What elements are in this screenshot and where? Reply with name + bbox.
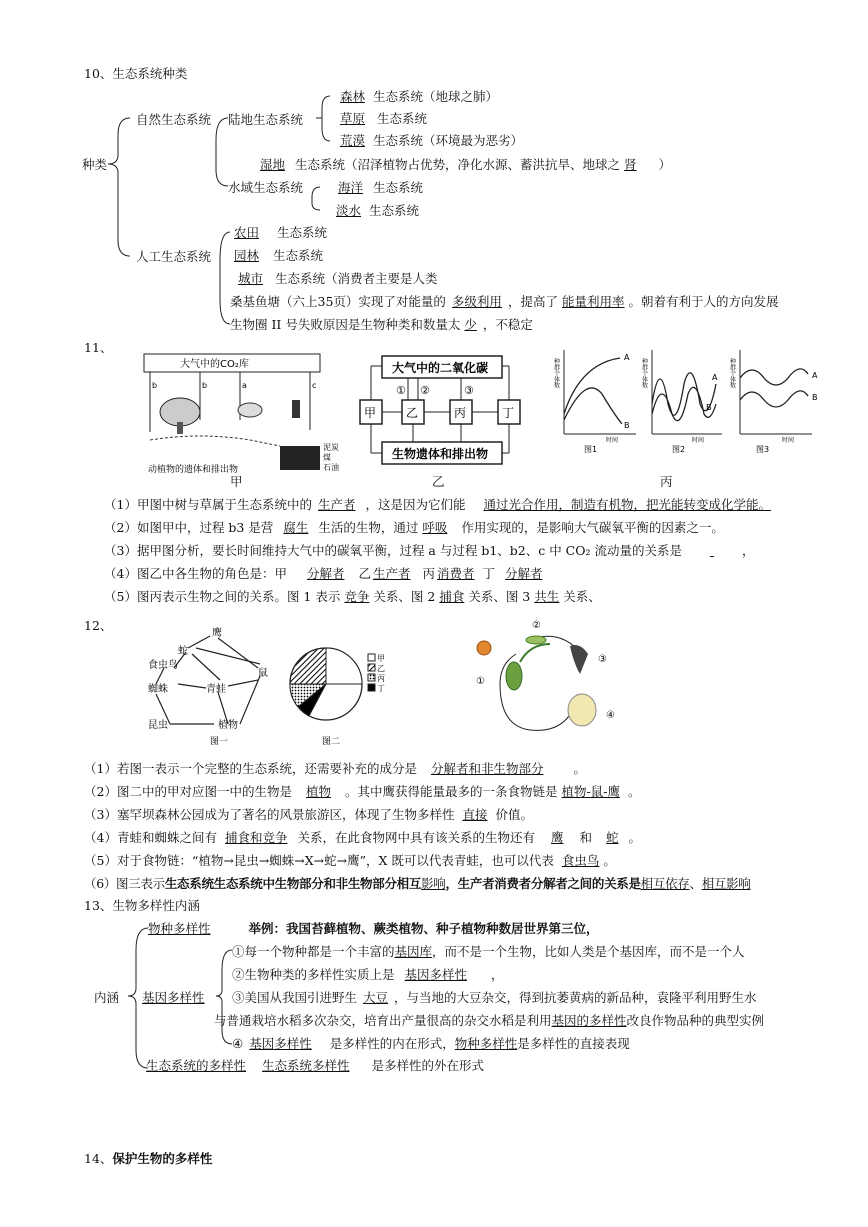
graph1-series-b: B (624, 421, 630, 430)
q12-l4-end: 。 (628, 830, 642, 845)
svg-text:b: b (152, 381, 158, 390)
q11-number: 11、 (84, 340, 113, 355)
q10-water: 水域生态系统 (228, 180, 304, 195)
answer-external-form: 生态系统多样性 (262, 1058, 350, 1073)
species-diversity: 物种多样性 (148, 921, 211, 936)
graph1-xlabel: 时间 (606, 437, 619, 444)
answer-grassland: 草原 (340, 111, 366, 126)
answer-desert: 荒漠 (340, 133, 366, 148)
q10-ocean-suffix: 生态系统 (373, 180, 424, 195)
answer-bing-role: 消费者 (437, 566, 475, 581)
q13-g4-pre: ④ (232, 1036, 244, 1051)
answer-direct-expression: 物种多样性 (454, 1036, 518, 1051)
q12-l5-end: 。 (603, 853, 616, 868)
q11-l5-m2: 关系、图 3 (468, 589, 531, 604)
q10-mulberry-end: 。朝着有利于人的方向发展 (628, 294, 779, 309)
q12-l2-mid: 。其中鹰获得能量最多的一条食物链是 (344, 784, 558, 799)
answer-food-chain: 植物-鼠-鹰 (561, 784, 620, 799)
q12-l1-end: 。 (573, 761, 586, 776)
answer-predation: 捕食 (439, 589, 465, 604)
q14-number: 14、 (84, 1151, 113, 1166)
answer-wetland: 湿地 (260, 157, 286, 172)
graph3-ylabel: 种群个体数 (728, 358, 736, 388)
cycle-1: ① (476, 676, 485, 687)
answer-forest: 森林 (340, 89, 366, 104)
q10-farmland-suffix: 生态系统 (277, 225, 328, 240)
q11-l5-pre: （5）图丙表示生物之间的关系。图 1 表示 (104, 589, 341, 604)
q10-forest-suffix: 生态系统（地球之肺） (373, 89, 499, 104)
legend-jia: 甲 (377, 654, 385, 663)
q13-g4-line (232, 1036, 630, 1052)
answer-efficiency: 能量利用率 (561, 294, 625, 309)
q13-g1-line (232, 944, 745, 960)
q11-l2-end: 作用实现的，是影响大气碳氧平衡的因素之一。 (461, 520, 724, 535)
q13-g3-line (232, 990, 757, 1006)
q10-mulberry-pre: 桑基鱼塘（六上35页）实现了对能量的 (230, 294, 446, 309)
answer-yi-role: 生产者 (372, 566, 411, 581)
yi-circ-2: ② (420, 384, 430, 397)
yi-node-ding: 丁 (502, 406, 515, 420)
q13-g1-end: ，而不是一个生物，比如人类是个基因库，而不是一个人 (432, 944, 745, 959)
web-frog: 青蛙 (206, 684, 226, 695)
graph1-series-a: A (624, 353, 630, 362)
legend-ding: 丁 (377, 684, 385, 693)
q14-heading: 保护生物的多样性 (112, 1151, 213, 1166)
jia-coal-label: 煤 (323, 453, 331, 462)
q11-l3-end: ， (741, 543, 755, 558)
q12-l6-sep: 、 (689, 876, 702, 891)
q12-l1-pre: （1）若图一表示一个完整的生态系统，还需要补充的成分是 (84, 761, 417, 776)
q12-l6-pre: （6）图三表示 (84, 876, 165, 891)
answer-snake: 蛇 (606, 830, 619, 845)
graph2-series-a: A (712, 373, 718, 382)
graph1-caption: 图1 (584, 445, 598, 454)
q12-l3-end: 价值。 (495, 807, 533, 822)
answer-missing-components: 分解者和非生物部分 (430, 761, 544, 776)
graph2-series-b: B (706, 403, 712, 412)
q13-eco-line (146, 1058, 484, 1074)
q13-title: 13、生物多样性内涵 (84, 898, 200, 913)
answer-insectivorous-bird: 食虫鸟 (561, 853, 600, 868)
web-plant: 植物 (218, 720, 238, 731)
q13-eco-end: 是多样性的外在形式 (371, 1058, 485, 1073)
q12-l4-mid: 关系，在此食物网中具有该关系的生物还有 (297, 830, 535, 845)
q10-land: 陆地生态系统 (228, 112, 304, 127)
q11-l2-mid: 生活的生物，通过 (318, 520, 419, 535)
q13-species-line (148, 921, 599, 937)
jia-co2-label: 大气中的CO₂库 (180, 359, 249, 370)
q13-g3b-pre: 与普通栽培水稻多次杂交，培育出产量很高的杂交水稻是利用 (214, 1013, 552, 1028)
answer-ding-role: 分解者 (505, 566, 543, 581)
answer-kidney: 肾 (624, 157, 637, 172)
q10-biosphere-end: ，不稳定 (482, 317, 533, 332)
legend-bing: 丙 (377, 674, 385, 683)
q11-l5-end: 关系、 (563, 589, 601, 604)
yi-circ-3: ③ (464, 384, 474, 397)
q11-l4-pre: （4）图乙中各生物的角色是：甲 (104, 566, 287, 581)
q11-l3-pre: （3）据甲图分析，要长时间维持大气中的碳氧平衡，过程 a 与过程 b1、b2、c 中 CO₂ 流动量的关系是 (104, 543, 682, 558)
q10-title: 10、生态系统种类 (84, 66, 188, 81)
q12-l2-end: 。 (627, 784, 641, 799)
answer-few: 少 (464, 317, 477, 332)
q13-g4-mid: 是多样性的内在形式， (329, 1036, 455, 1051)
q12-l6-bold: 生态系统生态系统中生物部分和非生物部分相互 (164, 876, 422, 891)
q13-g1-pre: ①每一个物种都是一个丰富的 (232, 944, 395, 959)
q13-g3b-end: 改良作物品种的典型实例 (626, 1013, 765, 1028)
answer-ocean: 海洋 (338, 180, 364, 195)
q10-city-suffix: 生态系统（消费者主要是人类 (275, 271, 438, 286)
answer-mutual-influence: 影响 (421, 876, 446, 891)
q11-l4-m2: 丙 (422, 566, 435, 581)
graph2-xlabel: 时间 (692, 437, 705, 444)
q13-neihan: 内涵 (94, 990, 120, 1005)
graph3-caption: 图3 (756, 445, 770, 454)
cycle-2: ② (532, 620, 541, 631)
answer-soybean: 大豆 (363, 990, 389, 1005)
q10-artificial: 人工生态系统 (136, 249, 212, 264)
q11-l2-pre: （2）如图甲中，过程 b3 是营 (104, 520, 274, 535)
answer-producer: 生产者 (317, 497, 356, 512)
q12-l4-and: 和 (579, 830, 593, 845)
jia-remains-label: 动植物的遗体和排出物 (148, 465, 239, 475)
answer-predation-competition: 捕食和竞争 (224, 830, 288, 845)
q13-g3-end: ，与当地的大豆杂交，得到抗萎黄病的新品种，袁隆平利用野生水 (394, 990, 757, 1005)
answer-city: 城市 (238, 271, 264, 286)
q10-wetland-suffix: 生态系统（沼泽植物占优势，净化水源、蓄洪抗旱、地球之 (295, 157, 621, 172)
graph2-ylabel: 种群个体数 (640, 358, 648, 388)
answer-photosynthesis: 通过光合作用，制造有机物，把光能转变成化学能。 (483, 497, 772, 512)
answer-eagle: 鹰 (551, 830, 564, 845)
q11-l1-pre: （1）甲图中树与草属于生态系统中的 (104, 497, 312, 512)
q12-number: 12、 (84, 618, 113, 633)
answer-gene-diversity-use: 基因的多样性 (551, 1013, 627, 1028)
yi-circ-1: ① (396, 384, 406, 397)
graph3-series-b: B (812, 393, 818, 402)
answer-gene-diversity: 基因多样性 (404, 967, 468, 982)
q10-mulberry-mid: ，提高了 (507, 294, 558, 309)
answer-direct-value: 直接 (462, 807, 488, 822)
answer-jia-role: 分解者 (306, 566, 345, 581)
q11-label-bing: 丙 (660, 474, 673, 489)
q11-l1-mid: ，这是因为它们能 (365, 497, 466, 512)
answer-farmland: 农田 (234, 225, 260, 240)
web-mouse: 鼠 (258, 668, 268, 679)
q14-title (84, 1151, 212, 1167)
q12-l3-pre: （3）塞罕坝森林公园成为了著名的风景旅游区，体现了生物多样性 (84, 807, 455, 822)
q13-g2-pre: ②生物种类的多样性实质上是 (232, 967, 395, 982)
q10-wetland-end: ） (658, 157, 672, 172)
ecosystem-diversity: 生态系统的多样性 (146, 1058, 247, 1073)
fig2-caption: 图二 (322, 737, 341, 747)
q12-l4-pre: （4）青蛙和蜘蛛之间有 (84, 830, 217, 845)
cycle-3: ③ (598, 654, 607, 665)
answer-plant: 植物 (305, 784, 331, 799)
answer-freshwater: 淡水 (336, 203, 362, 218)
fig1-caption: 图一 (210, 737, 229, 747)
yi-node-jia: 甲 (364, 406, 377, 420)
graph1-ylabel: 种群个体数 (552, 358, 560, 388)
gene-diversity: 基因多样性 (142, 990, 205, 1005)
answer-gene-pool: 基因库 (394, 944, 433, 959)
q10-freshwater-suffix: 生态系统 (369, 203, 420, 218)
q12-l5-pre: （5）对于食物链：“植物→昆虫→蜘蛛→X→蛇→鹰”，X 既可以代表青蛙，也可以代表 (84, 853, 554, 868)
web-spider: 蜘蛛 (148, 684, 168, 695)
jia-oil-label: 石油 (323, 463, 339, 472)
q13-gene-label (142, 990, 217, 1006)
answer-garden: 园林 (234, 248, 260, 263)
q12-l6-bold2: ，生产者消费者分解者之间的关系是 (445, 876, 641, 891)
q11-l5-m1: 关系、图 2 (373, 589, 436, 604)
q13-g3b-line (214, 1013, 764, 1029)
web-insect: 昆虫 (148, 720, 168, 731)
svg-text:a: a (242, 381, 247, 390)
answer-multilevel: 多级利用 (451, 294, 502, 309)
legend-yi: 乙 (377, 664, 385, 673)
graph2-caption: 图2 (672, 445, 686, 454)
q10-zhonglei: 种类 (82, 157, 108, 172)
q11-label-jia: 甲 (230, 474, 243, 489)
q13-example: 举例：我国苔藓植物、蕨类植物、种子植物种数居世界第三位， (248, 921, 599, 936)
q11-l4-m3: 丁 (482, 566, 496, 581)
q11-l4-m1: 乙 (358, 566, 371, 581)
cycle-4: ④ (606, 710, 615, 721)
q13-g4-end: 是多样性的直接表现 (517, 1036, 630, 1051)
q10-garden-suffix: 生态系统 (273, 248, 324, 263)
q13-g3-pre: ③美国从我国引进野生 (232, 990, 358, 1005)
graph3-xlabel: 时间 (782, 437, 795, 444)
q10-desert-suffix: 生态系统（环境最为恶劣） (373, 133, 524, 148)
q13-g2-end: ， (491, 967, 504, 982)
answer-saprophytic: 腐生 (283, 520, 309, 535)
q11-label-yi: 乙 (432, 474, 445, 489)
q13-g2-line (232, 967, 504, 983)
q12-l2-pre: （2）图二中的甲对应图一中的生物是 (84, 784, 292, 799)
answer-internal-form: 基因多样性 (249, 1036, 312, 1051)
jia-peat-label: 泥炭 (323, 443, 339, 452)
answer-competition: 竞争 (344, 589, 370, 604)
svg-text:b: b (202, 381, 208, 390)
yi-remains-box: 生物遗体和排出物 (392, 447, 489, 461)
answer-interaction: 相互影响 (701, 876, 751, 891)
web-snake: 蛇 (178, 646, 188, 657)
web-eagle: 鹰 (212, 628, 222, 639)
svg-text:c: c (312, 381, 317, 390)
q10-grassland-suffix: 生态系统 (377, 111, 428, 126)
answer-symbiosis: 共生 (534, 589, 560, 604)
answer-interdependent: 相互依存 (640, 876, 690, 891)
web-bird: 食虫鸟 (148, 660, 178, 671)
graph3-series-a: A (812, 371, 818, 380)
q10-natural: 自然生态系统 (136, 112, 212, 127)
yi-co2-box: 大气中的二氧化碳 (392, 361, 489, 375)
yi-node-bing: 丙 (454, 406, 467, 420)
yi-node-yi: 乙 (406, 406, 419, 420)
q10-biosphere-pre: 生物圈 II 号失败原因是生物种类和数量太 (230, 317, 461, 332)
answer-respiration: 呼吸 (422, 520, 448, 535)
